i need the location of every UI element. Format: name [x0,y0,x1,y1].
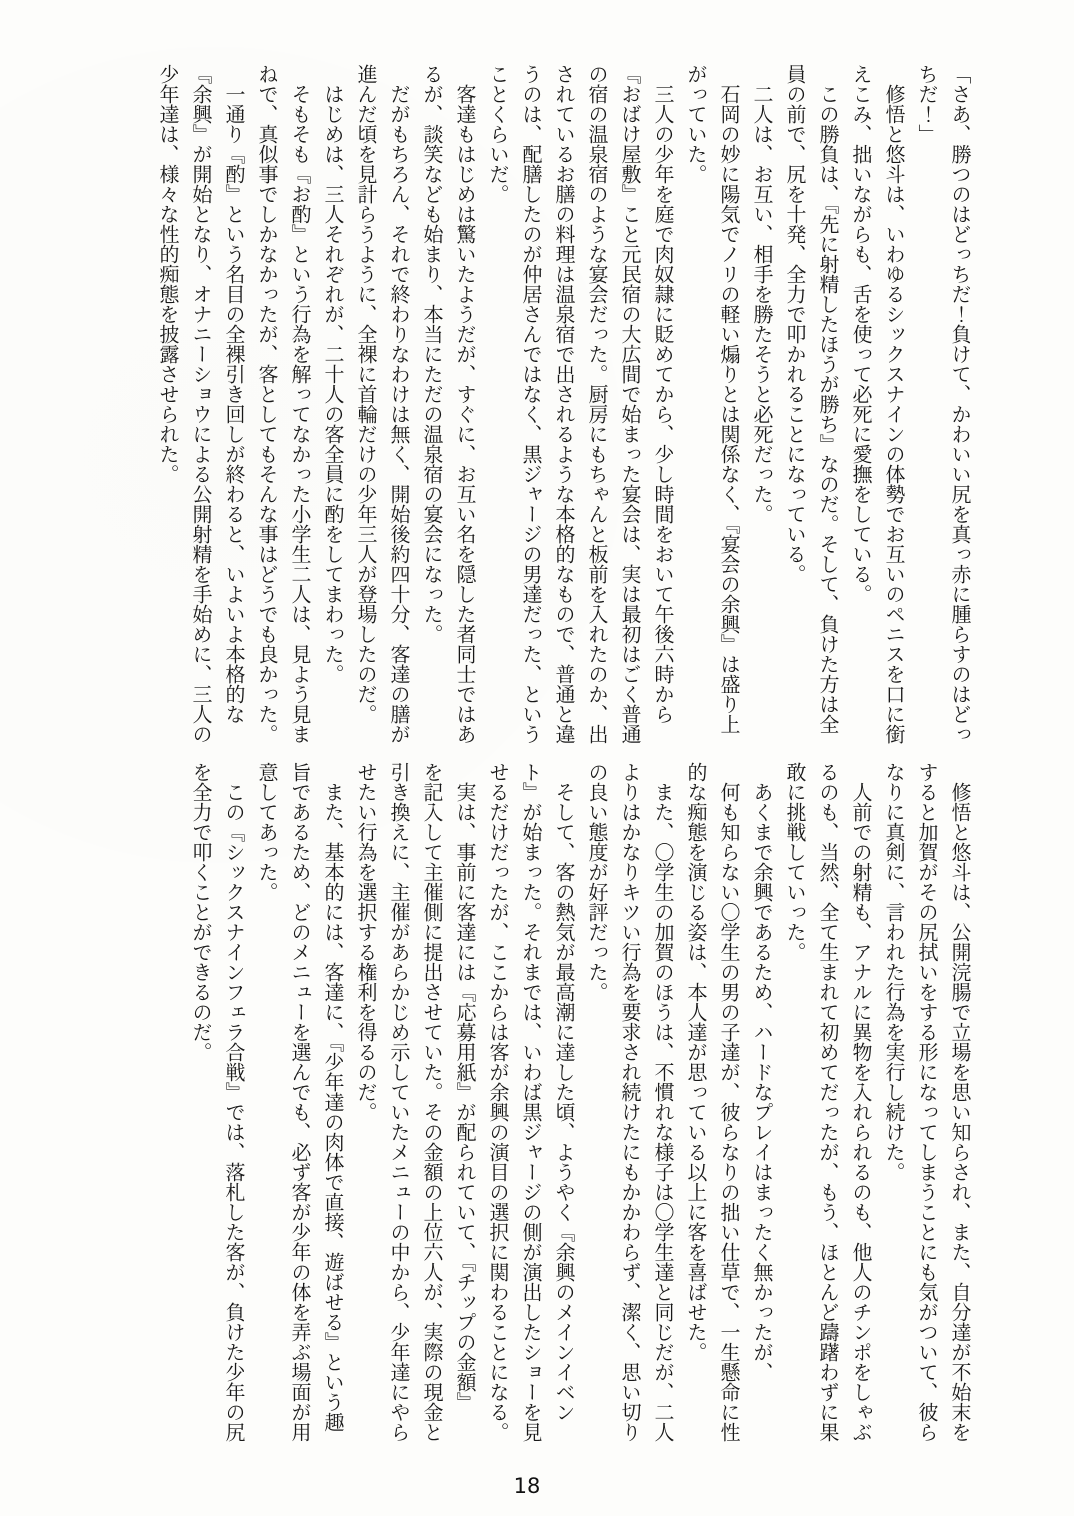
text-column: 修悟と悠斗は、いわゆるシックスナインの体勢でお互いのペニスを口に銜 [882,84,904,744]
text-column: ト』が始まった。それまでは、いわば黒ジャージの側が演出したショーを見 [519,762,541,1442]
text-column: 意してあった。 [255,762,277,902]
text-column: されているお膳の料理は温泉宿で出されるような本格的なもので、普通と違 [552,64,574,744]
text-column: この勝負は、『先に射精したほうが勝ち』なのだ。そして、負けた方は全 [816,84,838,734]
text-column: 『余興』が開始となり、オナニーショウによる公開射精を手始めに、三人の [189,64,211,744]
text-column: 修悟と悠斗は、公開浣腸で立場を思い知らされ、また、自分達が不始末を [948,782,970,1442]
text-column: 実は、事前に客達には『応募用紙』が配られていて、『チップの金額』 [453,782,475,1412]
text-column: 旨であるため、どのメニューを選んでも、必ず客が少年の体を弄ぶ場面が用 [288,762,310,1442]
text-column: るが、談笑なども始まり、本当にただの温泉宿の宴会になった。 [420,64,442,644]
text-column: また、〇学生の加賀のほうは、不慣れな様子は〇学生達と同じだが、二人 [651,782,673,1442]
text-column: 員の前で、尻を十発、全力で叩かれることになっている。 [783,64,805,584]
text-column: の良い態度が好評だった。 [585,762,607,1002]
text-column: 人前での射精も、アナルに異物を入れられるのも、他人のチンポをしゃぶ [849,782,871,1442]
text-column: あくまで余興であるため、ハードなプレイはまったく無かったが、 [750,782,772,1382]
text-column: せたい行為を選択する権利を得るのだ。 [354,762,376,1122]
text-column: はじめは、三人それぞれが、二十人の客全員に酌をしてまわった。 [321,84,343,684]
text-column: 敢に挑戦していった。 [783,762,805,962]
text-column: 『おばけ屋敷』こと元民宿の大広間で始まった宴会は、実は最初はごく普通 [618,64,640,744]
text-column: がっていた。 [684,64,706,184]
text-column: なりに真剣に、言われた行為を実行し続けた。 [882,762,904,1182]
text-column: 的な痴態を演じる姿は、本人達が思っている以上に客を喜ばせた。 [684,762,706,1362]
text-column: 何も知らない〇学生の男の子達が、彼らなりの拙い仕草で、一生懸命に性 [717,782,739,1442]
text-column: 進んだ頃を見計らうように、全裸に首輪だけの少年三人が登場したのだ。 [354,64,376,724]
text-column: ことくらいだ。 [486,64,508,204]
text-column: そもそも『お酌』という行為を解ってなかった小学生二人は、見よう見ま [288,84,310,744]
text-column: すると加賀がその尻拭いをする形になってしまうことにも気がついて、彼ら [915,762,937,1442]
text-column: よりはかなりキツい行為を要求され続けたにもかかわらず、潔く、思い切り [618,762,640,1442]
text-column: 三人の少年を庭で肉奴隷に貶めてから、少し時間をおいて午後六時から [651,84,673,724]
text-column: この『シックスナインフェラ合戦』では、落札した客が、負けた少年の尻 [222,782,244,1442]
text-column: だがもちろん、それで終わりなわけは無く、開始後約四十分、客達の膳が [387,84,409,744]
text-column: 少年達は、様々な性的痴態を披露させられた。 [156,64,178,484]
text-column: の宿の温泉宿のような宴会だった。厨房にもちゃんと板前を入れたのか、出 [585,64,607,744]
text-column: るのも、当然、全て生まれて初めてだったが、もう、ほとんど躊躇わずに果 [816,762,838,1442]
text-column: 引き換えに、主催があらかじめ示していたメニューの中から、少年達にやら [387,762,409,1442]
text-column: を記入して主催側に提出させていた。その金額の上位六人が、実際の現金と [420,762,442,1442]
text-column: 石岡の妙に陽気でノリの軽い煽りとは関係なく、『宴会の余興』は盛り上 [717,84,739,734]
text-column: 一通り『酌』という名目の全裸引き回しが終わると、いよいよ本格的な [222,84,244,724]
text-column: また、基本的には、客達に、『少年達の肉体で直接、遊ばせる』という趣 [321,782,343,1432]
text-column: えこみ、拙いながらも、舌を使って必死に愛撫をしている。 [849,64,871,604]
text-column: 客達もはじめは驚いたようだが、すぐに、お互い名を隠した者同士ではあ [453,84,475,744]
text-column: ねで、真似事でしかなかったが、客としてもそんな事はどうでも良かった。 [255,64,277,744]
page-number: 18 [513,1474,541,1498]
text-column: うのは、配膳したのが仲居さんではなく、黒ジャージの男達だった、という [519,64,541,744]
text-column: 「さあ、勝つのはどっちだ！負けて、かわいい尻を真っ赤に腫らすのはどっ [948,64,970,744]
text-column: ちだ！」 [915,64,937,144]
text-column: そして、客の熱気が最高潮に達した頃、ようやく『余興のメインイベン [552,782,574,1422]
paragraph-block-bottom [183,762,975,1446]
text-area [150,0,975,1446]
text-column: 二人は、お互い、相手を勝たそうと必死だった。 [750,84,772,524]
text-column: せるだけだったが、ここからは客が余興の演目の選択に関わることになる。 [486,762,508,1442]
text-column: を全力で叩くことができるのだ。 [189,762,211,1062]
paragraph-block-top [150,64,975,748]
